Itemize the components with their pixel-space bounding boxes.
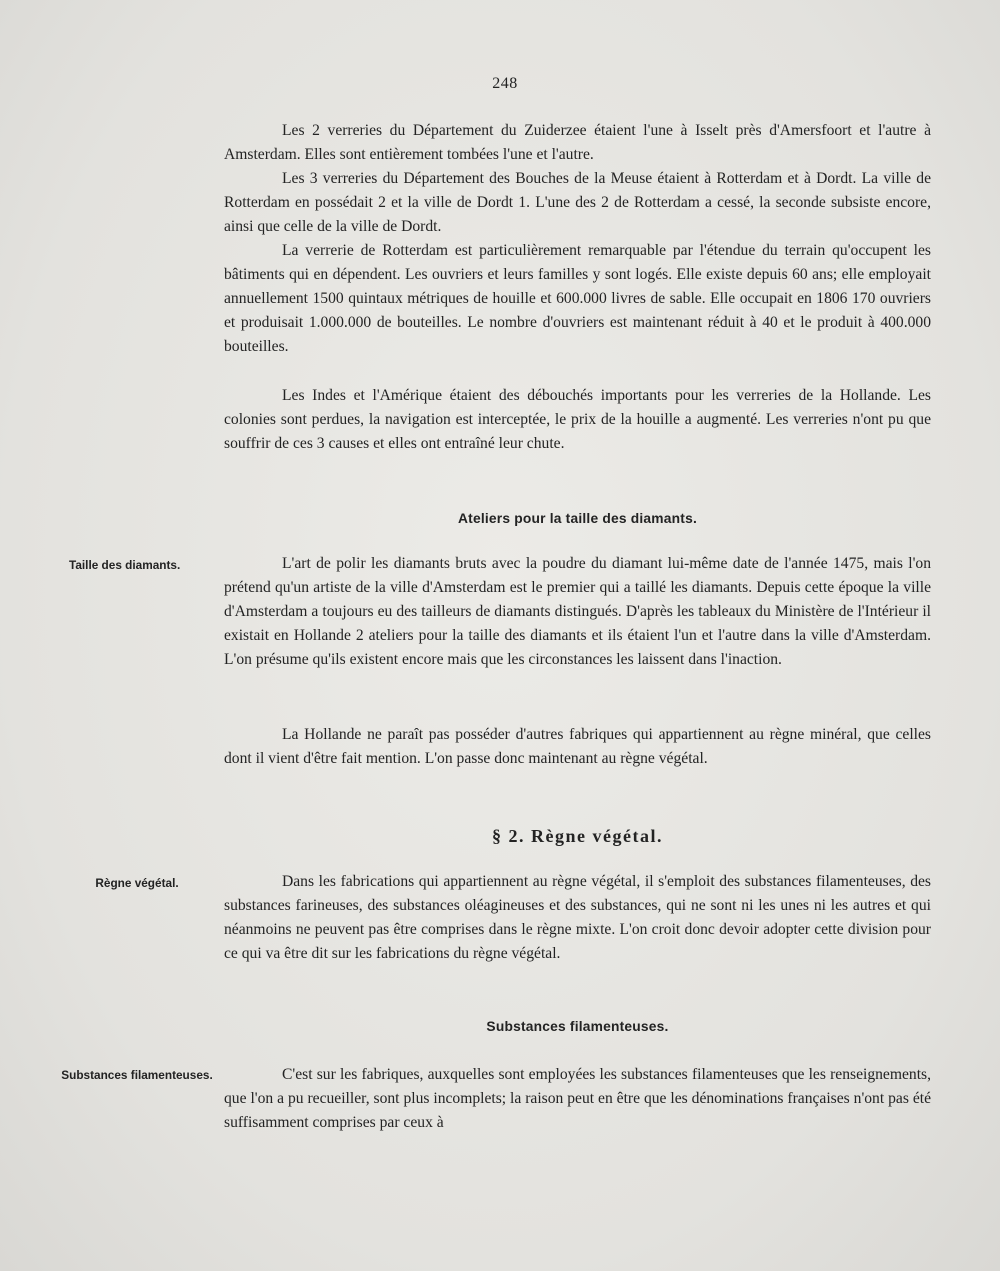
paragraph-art-polir-diamants: L'art de polir les diamants bruts avec la poudre du diamant lui-même date de l'année 1475, mais l'on prétend qu'un artiste de la ville d'Amsterdam est le premier qui a taillé les diamants. Depuis cette époque la ville d'Amsterdam a toujours eu des tailleurs de diamants distingués. D'après les tableaux du Ministère de l'Intérieur il existait en Hollande 2 ateliers pour la taille des diamants et ils étaient l'un et l'autre dans la ville d'Amsterdam. L'on présume qu'ils existent encore mais que les circonstances les laissent dans l'inaction. [224, 555, 931, 669]
page-number: 248 [492, 75, 518, 92]
margin-note-substances-filamenteuses: Substances filamenteuses. [61, 1068, 213, 1082]
paragraph-hollande-regne-mineral: La Hollande ne paraît pas posséder d'autres fabriques qui appartiennent au règne minéral, que celles dont il vient d'être fait mention. L'on passe donc maintenant au règne végétal. [224, 726, 931, 768]
margin-note-taille-diamants: Taille des diamants. [69, 558, 181, 572]
margin-note-regne-vegetal: Règne végétal. [95, 876, 179, 890]
paragraph-zuiderzee: Les 2 verreries du Département du Zuiderzee étaient l'une à Isselt près d'Amersfoort et l'autre à Amsterdam. Elles sont entièrement tombées l'une et l'autre. [224, 122, 931, 164]
paragraph-indes-amerique: Les Indes et l'Amérique étaient des débouchés importants pour les verreries de la Hollande. Les colonies sont perdues, la navigation est interceptée, le prix de la houille a augmenté. Les verreries n'ont pu que souffrir de ces 3 causes et elles ont entraîné leur chute. [224, 387, 931, 453]
heading-ateliers-diamants: Ateliers pour la taille des diamants. [458, 511, 697, 526]
section-heading-regne-vegetal: § 2. Règne végétal. [492, 826, 663, 846]
heading-substances-filamenteuses: Substances filamenteuses. [486, 1019, 669, 1034]
paragraph-fabriques-substances: C'est sur les fabriques, auxquelles sont employées les substances filamenteuses que les renseignements, que l'on a pu recueiller, sont plus incomplets; la raison peut en être que les dénominations françaises n'ont pas été suffisamment comprises par ceux à [224, 1066, 931, 1132]
paragraph-fabrications-regne-vegetal: Dans les fabrications qui appartiennent au règne végétal, il s'emploit des substances filamenteuses, des substances farineuses, des substances oléagineuses et des substances, qui ne sont ni les unes ni les autres et qui néanmoins ne peuvent pas être comprises dans le règne mixte. L'on croit donc devoir adopter cette division pour ce qui va être dit sur les fabrications du règne végétal. [224, 873, 931, 963]
paragraph-verrerie-rotterdam: La verrerie de Rotterdam est particulièrement remarquable par l'étendue du terrain qu'occupent les bâtiments qui en dépendent. Les ouvriers et leurs familles y sont logés. Elle existe depuis 60 ans; elle employait annuellement 1500 quintaux métriques de houille et 600.000 livres de sable. Elle occupait en 1806 170 ouvriers et produisait 1.000.000 de bouteilles. Le nombre d'ouvriers est maintenant réduit à 40 et le produit à 400.000 bouteilles. [224, 242, 931, 356]
paragraph-bouches-de-la-meuse: Les 3 verreries du Département des Bouches de la Meuse étaient à Rotterdam et à Dordt. La ville de Rotterdam en possédait 2 et la ville de Dordt 1. L'une des 2 de Rotterdam a cessé, la seconde subsiste encore, ainsi que celle de la ville de Dordt. [224, 170, 931, 236]
